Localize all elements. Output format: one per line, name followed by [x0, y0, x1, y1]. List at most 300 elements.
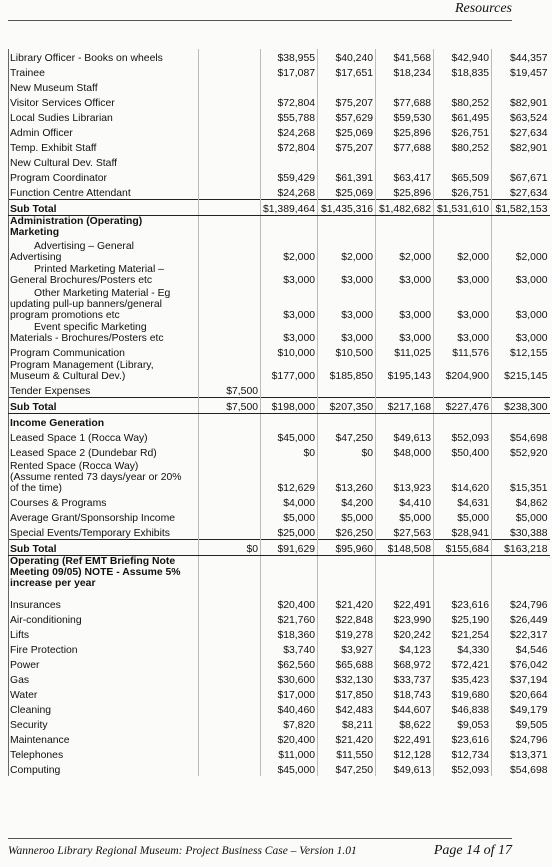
- year-1-cell: $45,000: [261, 429, 318, 444]
- prior-cost-cell: $0: [199, 540, 261, 556]
- year-4-cell: $46,838: [434, 701, 492, 716]
- table-row: [9, 444, 550, 459]
- prior-cost-cell: [199, 746, 261, 761]
- year-1-cell: $18,360: [261, 626, 318, 641]
- year-5-cell: $27,634: [492, 184, 550, 200]
- year-5-cell: $4,546: [492, 641, 550, 656]
- prior-cost-cell: [199, 626, 261, 641]
- year-1-cell: $0: [261, 444, 318, 459]
- year-2-cell: $65,688: [318, 656, 376, 671]
- year-3-cell: $22,491: [376, 731, 434, 746]
- year-3-cell: $8,622: [376, 716, 434, 731]
- table-row: [9, 459, 550, 494]
- table-row: [9, 429, 550, 444]
- year-3-cell: $63,417: [376, 169, 434, 184]
- year-2-cell: $21,420: [318, 731, 376, 746]
- year-5-cell: $63,524: [492, 109, 550, 124]
- year-4-cell: [434, 216, 492, 241]
- year-2-cell: $8,211: [318, 716, 376, 731]
- table-row: [9, 382, 550, 398]
- year-2-cell: $207,350: [318, 398, 376, 414]
- year-5-cell: $13,371: [492, 746, 550, 761]
- prior-cost-cell: [199, 761, 261, 776]
- year-5-cell: [492, 216, 550, 241]
- year-5-cell: $24,796: [492, 596, 550, 611]
- year-4-cell: $14,620: [434, 459, 492, 494]
- table-row: [9, 109, 550, 124]
- prior-cost-cell: [199, 656, 261, 671]
- row-label: Fire Protection: [9, 641, 199, 656]
- year-4-cell: $21,254: [434, 626, 492, 641]
- year-2-cell: $47,250: [318, 761, 376, 776]
- table-row: [9, 611, 550, 626]
- table-row: [9, 524, 550, 540]
- year-5-cell: [492, 556, 550, 597]
- row-label: Tender Expenses: [9, 382, 199, 398]
- prior-cost-cell: [199, 359, 261, 382]
- year-4-cell: $28,941: [434, 524, 492, 540]
- year-5-cell: $5,000: [492, 509, 550, 524]
- row-label: Cleaning: [9, 701, 199, 716]
- year-5-cell: $163,218: [492, 540, 550, 556]
- year-3-cell: $22,491: [376, 596, 434, 611]
- year-4-cell: [434, 154, 492, 169]
- year-4-cell: $204,900: [434, 359, 492, 382]
- year-4-cell: $227,476: [434, 398, 492, 414]
- prior-cost-cell: [199, 444, 261, 459]
- year-3-cell: [376, 154, 434, 169]
- table-row: [9, 716, 550, 731]
- prior-cost-cell: [199, 94, 261, 109]
- row-label: [9, 556, 199, 597]
- year-3-cell: $77,688: [376, 94, 434, 109]
- year-1-cell: $2,000: [261, 240, 318, 263]
- prior-cost-cell: [199, 49, 261, 64]
- year-3-cell: $59,530: [376, 109, 434, 124]
- row-label: [9, 216, 199, 241]
- year-2-cell: $13,260: [318, 459, 376, 494]
- year-1-cell: $17,000: [261, 686, 318, 701]
- year-5-cell: $67,671: [492, 169, 550, 184]
- table-row: [9, 414, 550, 430]
- year-1-cell: $91,629: [261, 540, 318, 556]
- year-1-cell: $24,268: [261, 124, 318, 139]
- year-4-cell: $4,631: [434, 494, 492, 509]
- year-2-cell: $40,240: [318, 49, 376, 64]
- year-2-cell: $19,278: [318, 626, 376, 641]
- prior-cost-cell: [199, 169, 261, 184]
- row-label: Security: [9, 716, 199, 731]
- year-5-cell: $54,698: [492, 761, 550, 776]
- row-label: Program Communication: [9, 344, 199, 359]
- row-label: Sub Total: [9, 200, 199, 216]
- year-5-cell: [492, 79, 550, 94]
- table-row: [9, 556, 550, 597]
- year-3-cell: [376, 556, 434, 597]
- year-1-cell: [261, 556, 318, 597]
- row-label-line: Marketing: [10, 227, 60, 238]
- year-4-cell: [434, 382, 492, 398]
- year-1-cell: $72,804: [261, 139, 318, 154]
- year-5-cell: $20,664: [492, 686, 550, 701]
- year-5-cell: [492, 382, 550, 398]
- year-4-cell: $42,940: [434, 49, 492, 64]
- year-5-cell: $3,000: [492, 286, 550, 321]
- year-4-cell: $72,421: [434, 656, 492, 671]
- year-3-cell: $3,000: [376, 321, 434, 344]
- year-1-cell: [261, 154, 318, 169]
- prior-cost-cell: [199, 731, 261, 746]
- table-row: [9, 64, 550, 79]
- year-2-cell: $17,850: [318, 686, 376, 701]
- row-label: Leased Space 1 (Rocca Way): [9, 429, 199, 444]
- year-4-cell: $23,616: [434, 596, 492, 611]
- year-1-cell: $12,629: [261, 459, 318, 494]
- year-3-cell: [376, 216, 434, 241]
- row-label: Program Coordinator: [9, 169, 199, 184]
- year-4-cell: $25,190: [434, 611, 492, 626]
- year-4-cell: $3,000: [434, 286, 492, 321]
- year-1-cell: $72,804: [261, 94, 318, 109]
- year-3-cell: $11,025: [376, 344, 434, 359]
- year-3-cell: $27,563: [376, 524, 434, 540]
- year-5-cell: $49,179: [492, 701, 550, 716]
- year-2-cell: $42,483: [318, 701, 376, 716]
- prior-cost-cell: [199, 556, 261, 597]
- year-2-cell: $17,651: [318, 64, 376, 79]
- year-3-cell: $20,242: [376, 626, 434, 641]
- year-1-cell: $3,000: [261, 263, 318, 286]
- prior-cost-cell: [199, 240, 261, 263]
- prior-cost-cell: [199, 701, 261, 716]
- year-3-cell: $44,607: [376, 701, 434, 716]
- year-4-cell: $3,000: [434, 321, 492, 344]
- table-row: [9, 240, 550, 263]
- year-4-cell: $3,000: [434, 263, 492, 286]
- year-3-cell: $4,410: [376, 494, 434, 509]
- year-3-cell: $3,000: [376, 263, 434, 286]
- prior-cost-cell: [199, 216, 261, 241]
- row-label-line: Advertising – General: [34, 241, 134, 252]
- year-1-cell: [261, 216, 318, 241]
- year-2-cell: $95,960: [318, 540, 376, 556]
- row-label: [9, 359, 199, 382]
- table-row: [9, 731, 550, 746]
- year-2-cell: $11,550: [318, 746, 376, 761]
- year-4-cell: $52,093: [434, 429, 492, 444]
- table-row: [9, 263, 550, 286]
- year-5-cell: $3,000: [492, 321, 550, 344]
- year-1-cell: $3,000: [261, 286, 318, 321]
- row-label: Average Grant/Sponsorship Income: [9, 509, 199, 524]
- year-4-cell: $50,400: [434, 444, 492, 459]
- year-1-cell: $5,000: [261, 509, 318, 524]
- year-5-cell: $44,357: [492, 49, 550, 64]
- row-label-line: Administration (Operating): [10, 216, 143, 227]
- prior-cost-cell: [199, 596, 261, 611]
- row-label-line: increase per year: [10, 578, 96, 589]
- year-2-cell: $26,250: [318, 524, 376, 540]
- prior-cost-cell: [199, 641, 261, 656]
- row-label: Library Officer - Books on wheels: [9, 49, 199, 64]
- table-row: [9, 139, 550, 154]
- subtotal-row: [9, 200, 550, 216]
- row-label: [9, 321, 199, 344]
- prior-cost-cell: [199, 611, 261, 626]
- year-4-cell: $155,684: [434, 540, 492, 556]
- year-1-cell: $59,429: [261, 169, 318, 184]
- year-3-cell: $148,508: [376, 540, 434, 556]
- year-2-cell: $5,000: [318, 509, 376, 524]
- year-3-cell: $49,613: [376, 429, 434, 444]
- year-5-cell: $19,457: [492, 64, 550, 79]
- row-label: Telephones: [9, 746, 199, 761]
- table-row: [9, 509, 550, 524]
- row-label: Courses & Programs: [9, 494, 199, 509]
- row-label: Maintenance: [9, 731, 199, 746]
- year-5-cell: $26,449: [492, 611, 550, 626]
- year-5-cell: $215,145: [492, 359, 550, 382]
- footer-document-title: Wanneroo Library Regional Museum: Project Business Case – Version 1.01: [8, 845, 357, 857]
- table-row: [9, 94, 550, 109]
- year-1-cell: $25,000: [261, 524, 318, 540]
- row-label: [9, 263, 199, 286]
- row-label-line: of the time): [10, 483, 62, 494]
- year-4-cell: [434, 414, 492, 430]
- prior-cost-cell: [199, 200, 261, 216]
- row-label-line: Other Marketing Material - Eg: [34, 288, 171, 299]
- year-5-cell: $15,351: [492, 459, 550, 494]
- row-label: Lifts: [9, 626, 199, 641]
- prior-cost-cell: $7,500: [199, 382, 261, 398]
- year-2-cell: $75,207: [318, 94, 376, 109]
- year-3-cell: $217,168: [376, 398, 434, 414]
- prior-cost-cell: [199, 139, 261, 154]
- year-4-cell: $23,616: [434, 731, 492, 746]
- table-row: [9, 124, 550, 139]
- prior-cost-cell: [199, 686, 261, 701]
- prior-cost-cell: [199, 109, 261, 124]
- footer-page-number: Page 14 of 17: [433, 843, 512, 858]
- year-5-cell: $1,582,153: [492, 200, 550, 216]
- row-label: Income Generation: [9, 414, 199, 430]
- table-row: [9, 49, 550, 64]
- year-4-cell: $12,734: [434, 746, 492, 761]
- row-label: Gas: [9, 671, 199, 686]
- prior-cost-cell: [199, 124, 261, 139]
- year-4-cell: $4,330: [434, 641, 492, 656]
- year-1-cell: $198,000: [261, 398, 318, 414]
- subtotal-row: [9, 398, 550, 414]
- year-3-cell: $77,688: [376, 139, 434, 154]
- year-2-cell: $2,000: [318, 240, 376, 263]
- year-4-cell: [434, 79, 492, 94]
- prior-cost-cell: [199, 494, 261, 509]
- year-3-cell: $23,990: [376, 611, 434, 626]
- year-1-cell: $20,400: [261, 731, 318, 746]
- year-5-cell: $12,155: [492, 344, 550, 359]
- table-row: [9, 641, 550, 656]
- row-label: [9, 459, 199, 494]
- row-label: Trainee: [9, 64, 199, 79]
- table-row: [9, 344, 550, 359]
- year-3-cell: $3,000: [376, 286, 434, 321]
- year-3-cell: [376, 414, 434, 430]
- year-1-cell: [261, 382, 318, 398]
- year-5-cell: $30,388: [492, 524, 550, 540]
- row-label-line: Meeting 09/05) NOTE - Assume 5%: [10, 567, 181, 578]
- year-2-cell: $3,927: [318, 641, 376, 656]
- year-3-cell: $195,143: [376, 359, 434, 382]
- row-label-line: Rented Space (Rocca Way): [10, 461, 139, 472]
- table-row: [9, 596, 550, 611]
- subtotal-row: [9, 540, 550, 556]
- year-5-cell: $4,862: [492, 494, 550, 509]
- year-2-cell: $75,207: [318, 139, 376, 154]
- row-label: Air-conditioning: [9, 611, 199, 626]
- year-1-cell: $24,268: [261, 184, 318, 200]
- row-label: Local Sudies Librarian: [9, 109, 199, 124]
- year-4-cell: $35,423: [434, 671, 492, 686]
- year-5-cell: $24,796: [492, 731, 550, 746]
- year-1-cell: $17,087: [261, 64, 318, 79]
- year-1-cell: $40,460: [261, 701, 318, 716]
- year-5-cell: $27,634: [492, 124, 550, 139]
- row-label: Admin Officer: [9, 124, 199, 139]
- year-5-cell: $82,901: [492, 139, 550, 154]
- year-1-cell: $11,000: [261, 746, 318, 761]
- table-row: [9, 686, 550, 701]
- footer-rule: [8, 838, 512, 839]
- prior-cost-cell: [199, 344, 261, 359]
- year-5-cell: $3,000: [492, 263, 550, 286]
- year-4-cell: [434, 556, 492, 597]
- year-1-cell: $4,000: [261, 494, 318, 509]
- year-3-cell: $41,568: [376, 49, 434, 64]
- year-1-cell: $21,760: [261, 611, 318, 626]
- year-1-cell: $3,740: [261, 641, 318, 656]
- year-2-cell: $25,069: [318, 184, 376, 200]
- table-row: [9, 761, 550, 776]
- year-1-cell: [261, 79, 318, 94]
- year-2-cell: $0: [318, 444, 376, 459]
- year-5-cell: [492, 414, 550, 430]
- prior-cost-cell: [199, 459, 261, 494]
- row-label: [9, 286, 199, 321]
- row-label-line: Advertising: [10, 252, 62, 263]
- row-label: Leased Space 2 (Dundebar Rd): [9, 444, 199, 459]
- year-2-cell: $10,500: [318, 344, 376, 359]
- row-label: Water: [9, 686, 199, 701]
- row-label: Power: [9, 656, 199, 671]
- year-1-cell: $177,000: [261, 359, 318, 382]
- year-4-cell: $5,000: [434, 509, 492, 524]
- row-label-line: Museum & Cultural Dev.): [10, 371, 126, 382]
- year-2-cell: $185,850: [318, 359, 376, 382]
- year-1-cell: $1,389,464: [261, 200, 318, 216]
- year-5-cell: $82,901: [492, 94, 550, 109]
- row-label-line: updating pull-up banners/general: [10, 299, 162, 310]
- row-label-line: Materials - Brochures/Posters etc: [10, 333, 164, 344]
- table-row: [9, 746, 550, 761]
- year-3-cell: $49,613: [376, 761, 434, 776]
- prior-cost-cell: [199, 321, 261, 344]
- year-3-cell: $2,000: [376, 240, 434, 263]
- prior-cost-cell: [199, 509, 261, 524]
- year-2-cell: $3,000: [318, 321, 376, 344]
- row-label: Function Centre Attendant: [9, 184, 199, 200]
- year-5-cell: $37,194: [492, 671, 550, 686]
- year-2-cell: [318, 414, 376, 430]
- year-3-cell: $48,000: [376, 444, 434, 459]
- year-4-cell: $18,835: [434, 64, 492, 79]
- table-row: [9, 671, 550, 686]
- year-2-cell: $4,200: [318, 494, 376, 509]
- year-2-cell: $32,130: [318, 671, 376, 686]
- year-3-cell: $1,482,682: [376, 200, 434, 216]
- row-label-line: Program Management (Library,: [10, 360, 154, 371]
- table-row: [9, 321, 550, 344]
- year-2-cell: [318, 382, 376, 398]
- year-2-cell: [318, 216, 376, 241]
- running-header: Resources: [454, 1, 512, 16]
- row-label-line: General Brochures/Posters etc: [10, 275, 153, 286]
- table-row: [9, 184, 550, 200]
- row-label-line: Event specific Marketing: [34, 322, 147, 333]
- row-label-line: Operating (Ref EMT Briefing Note: [10, 556, 176, 567]
- row-label: Visitor Services Officer: [9, 94, 199, 109]
- row-label: New Museum Staff: [9, 79, 199, 94]
- year-2-cell: $47,250: [318, 429, 376, 444]
- prior-cost-cell: [199, 64, 261, 79]
- row-label-line: (Assume rented 73 days/year or 20%: [10, 472, 182, 483]
- table-row: [9, 154, 550, 169]
- prior-cost-cell: [199, 414, 261, 430]
- year-3-cell: $18,743: [376, 686, 434, 701]
- table-row: [9, 286, 550, 321]
- year-4-cell: $26,751: [434, 124, 492, 139]
- row-label: [9, 240, 199, 263]
- prior-cost-cell: $7,500: [199, 398, 261, 414]
- prior-cost-cell: [199, 154, 261, 169]
- year-2-cell: $25,069: [318, 124, 376, 139]
- year-3-cell: $4,123: [376, 641, 434, 656]
- year-5-cell: $238,300: [492, 398, 550, 414]
- year-1-cell: $45,000: [261, 761, 318, 776]
- table-row: [9, 216, 550, 241]
- year-3-cell: $13,923: [376, 459, 434, 494]
- prior-cost-cell: [199, 286, 261, 321]
- year-2-cell: [318, 154, 376, 169]
- year-3-cell: [376, 79, 434, 94]
- year-5-cell: $2,000: [492, 240, 550, 263]
- year-3-cell: $68,972: [376, 656, 434, 671]
- row-label: Sub Total: [9, 398, 199, 414]
- row-label-line: Printed Marketing Material –: [34, 264, 164, 275]
- table-row: [9, 79, 550, 94]
- year-3-cell: $33,737: [376, 671, 434, 686]
- year-4-cell: $9,053: [434, 716, 492, 731]
- year-4-cell: $19,680: [434, 686, 492, 701]
- year-1-cell: [261, 414, 318, 430]
- row-label: Insurances: [9, 596, 199, 611]
- year-4-cell: $2,000: [434, 240, 492, 263]
- year-2-cell: [318, 79, 376, 94]
- table-row: [9, 701, 550, 716]
- prior-cost-cell: [199, 671, 261, 686]
- year-1-cell: $20,400: [261, 596, 318, 611]
- year-3-cell: $18,234: [376, 64, 434, 79]
